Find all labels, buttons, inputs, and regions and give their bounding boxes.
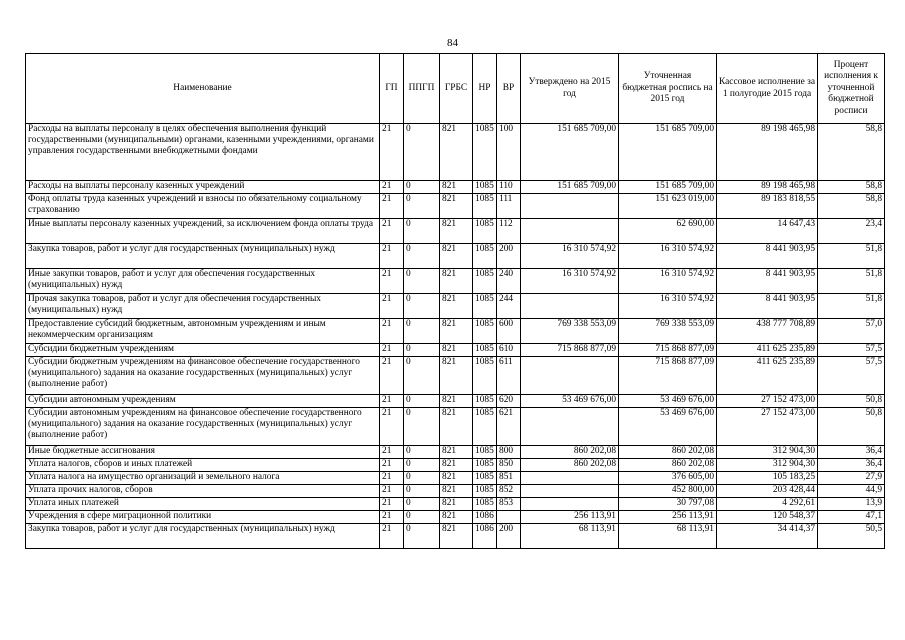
cell-grbs: 821 xyxy=(440,319,473,344)
cell-executed: 89 198 465,98 xyxy=(717,124,818,181)
cell-vr: 800 xyxy=(497,446,521,459)
cell-executed: 14 647,43 xyxy=(717,219,818,244)
cell-revised: 376 605,00 xyxy=(619,472,717,485)
cell-revised: 860 202,08 xyxy=(619,459,717,472)
cell-revised: 30 797,08 xyxy=(619,498,717,511)
cell-approved: 16 310 574,92 xyxy=(521,269,619,294)
cell-revised: 715 868 877,09 xyxy=(619,344,717,357)
cell-executed: 312 904,30 xyxy=(717,446,818,459)
cell-approved: 860 202,08 xyxy=(521,459,619,472)
cell-percent: 58,8 xyxy=(818,181,885,194)
cell-revised: 16 310 574,92 xyxy=(619,244,717,269)
cell-name: Закупка товаров, работ и услуг для государственных (муниципальных) нужд xyxy=(26,524,380,549)
table-row xyxy=(26,294,885,319)
cell-nr: 1085 xyxy=(473,446,497,459)
cell-percent: 27,9 xyxy=(818,472,885,485)
cell-approved xyxy=(521,194,619,219)
cell-revised: 68 113,91 xyxy=(619,524,717,549)
cell-nr: 1085 xyxy=(473,395,497,408)
cell-nr: 1085 xyxy=(473,485,497,498)
table-row xyxy=(26,244,885,269)
cell-executed: 8 441 903,95 xyxy=(717,244,818,269)
table-row xyxy=(26,459,885,472)
cell-nr: 1085 xyxy=(473,344,497,357)
cell-percent: 51,8 xyxy=(818,244,885,269)
cell-nr: 1085 xyxy=(473,408,497,446)
cell-approved xyxy=(521,357,619,395)
cell-gp: 21 xyxy=(380,319,404,344)
cell-name: Субсидии автономным учреждениям на финансовое обеспечение государственного (муниципального) задания на оказание государственных (муниципальных) услуг (выполнение работ) xyxy=(26,408,380,446)
cell-vr: 112 xyxy=(497,219,521,244)
cell-revised: 16 310 574,92 xyxy=(619,294,717,319)
table-row xyxy=(26,124,885,181)
cell-name: Уплата налогов, сборов и иных платежей xyxy=(26,459,380,472)
table-row xyxy=(26,524,885,549)
cell-gp: 21 xyxy=(380,446,404,459)
cell-revised: 769 338 553,09 xyxy=(619,319,717,344)
cell-grbs: 821 xyxy=(440,511,473,524)
cell-executed: 4 292,61 xyxy=(717,498,818,511)
cell-grbs: 821 xyxy=(440,269,473,294)
table-row xyxy=(26,357,885,395)
table-row xyxy=(26,485,885,498)
cell-vr: 851 xyxy=(497,472,521,485)
cell-percent: 50,8 xyxy=(818,395,885,408)
cell-ppgp: 0 xyxy=(404,485,440,498)
cell-name: Уплата иных платежей xyxy=(26,498,380,511)
cell-name: Уплата налога на имущество организаций и земельного налога xyxy=(26,472,380,485)
budget-table xyxy=(25,53,885,549)
cell-nr: 1086 xyxy=(473,511,497,524)
cell-percent: 51,8 xyxy=(818,294,885,319)
cell-grbs: 821 xyxy=(440,459,473,472)
cell-name: Учреждения в сфере миграционной политики xyxy=(26,511,380,524)
cell-ppgp: 0 xyxy=(404,319,440,344)
cell-approved: 256 113,91 xyxy=(521,511,619,524)
cell-percent: 36,4 xyxy=(818,459,885,472)
cell-name: Субсидии бюджетным учреждениям на финансовое обеспечение государственного (муниципального) задания на оказание государственных (муниципальных) услуг (выполнение работ) xyxy=(26,357,380,395)
cell-gp: 21 xyxy=(380,344,404,357)
cell-revised: 151 685 709,00 xyxy=(619,124,717,181)
cell-revised: 715 868 877,09 xyxy=(619,357,717,395)
col-header-nr: НР xyxy=(473,54,497,124)
cell-nr: 1085 xyxy=(473,219,497,244)
cell-vr: 852 xyxy=(497,485,521,498)
cell-gp: 21 xyxy=(380,395,404,408)
cell-name: Субсидии автономным учреждениям xyxy=(26,395,380,408)
cell-ppgp: 0 xyxy=(404,408,440,446)
cell-executed: 34 414,37 xyxy=(717,524,818,549)
table-row xyxy=(26,194,885,219)
cell-name: Уплата прочих налогов, сборов xyxy=(26,485,380,498)
cell-executed: 89 198 465,98 xyxy=(717,181,818,194)
cell-executed: 411 625 235,89 xyxy=(717,357,818,395)
table-row xyxy=(26,219,885,244)
cell-name: Расходы на выплаты персоналу казенных учреждений xyxy=(26,181,380,194)
cell-revised: 16 310 574,92 xyxy=(619,269,717,294)
cell-approved xyxy=(521,219,619,244)
cell-approved xyxy=(521,294,619,319)
cell-name: Фонд оплаты труда казенных учреждений и взносы по обязательному социальному страхованию xyxy=(26,194,380,219)
cell-vr: 111 xyxy=(497,194,521,219)
cell-ppgp: 0 xyxy=(404,446,440,459)
cell-executed: 203 428,44 xyxy=(717,485,818,498)
table-row xyxy=(26,269,885,294)
page-number: 84 xyxy=(447,37,458,49)
cell-vr: 853 xyxy=(497,498,521,511)
cell-ppgp: 0 xyxy=(404,357,440,395)
cell-percent: 36,4 xyxy=(818,446,885,459)
cell-revised: 62 690,00 xyxy=(619,219,717,244)
cell-approved: 68 113,91 xyxy=(521,524,619,549)
cell-percent: 23,4 xyxy=(818,219,885,244)
table-row xyxy=(26,446,885,459)
cell-name: Субсидии бюджетным учреждениям xyxy=(26,344,380,357)
cell-nr: 1086 xyxy=(473,524,497,549)
cell-revised: 256 113,91 xyxy=(619,511,717,524)
table-row xyxy=(26,498,885,511)
cell-revised: 53 469 676,00 xyxy=(619,395,717,408)
cell-vr: 850 xyxy=(497,459,521,472)
cell-percent: 50,8 xyxy=(818,408,885,446)
cell-nr: 1085 xyxy=(473,472,497,485)
cell-revised: 452 800,00 xyxy=(619,485,717,498)
cell-nr: 1085 xyxy=(473,459,497,472)
cell-percent: 50,5 xyxy=(818,524,885,549)
cell-ppgp: 0 xyxy=(404,511,440,524)
cell-percent: 57,5 xyxy=(818,357,885,395)
cell-approved: 151 685 709,00 xyxy=(521,181,619,194)
cell-gp: 21 xyxy=(380,498,404,511)
cell-executed: 8 441 903,95 xyxy=(717,294,818,319)
cell-approved xyxy=(521,472,619,485)
cell-vr: 200 xyxy=(497,524,521,549)
cell-grbs: 821 xyxy=(440,124,473,181)
cell-name: Закупка товаров, работ и услуг для государственных (муниципальных) нужд xyxy=(26,244,380,269)
cell-vr: 611 xyxy=(497,357,521,395)
cell-vr: 110 xyxy=(497,181,521,194)
cell-ppgp: 0 xyxy=(404,219,440,244)
cell-approved xyxy=(521,485,619,498)
cell-nr: 1085 xyxy=(473,294,497,319)
col-header-percent: Процент исполнения к уточненной бюджетной росписи xyxy=(818,54,885,124)
cell-gp: 21 xyxy=(380,294,404,319)
cell-ppgp: 0 xyxy=(404,524,440,549)
cell-ppgp: 0 xyxy=(404,344,440,357)
table-row xyxy=(26,181,885,194)
cell-grbs: 821 xyxy=(440,472,473,485)
col-header-approved: Утверждено на 2015 год xyxy=(521,54,619,124)
cell-grbs: 821 xyxy=(440,344,473,357)
cell-approved: 715 868 877,09 xyxy=(521,344,619,357)
cell-grbs: 821 xyxy=(440,244,473,269)
cell-approved: 16 310 574,92 xyxy=(521,244,619,269)
cell-gp: 21 xyxy=(380,194,404,219)
cell-executed: 411 625 235,89 xyxy=(717,344,818,357)
col-header-gp: ГП xyxy=(380,54,404,124)
col-header-executed: Кассовое исполнение за 1 полугодие 2015 года xyxy=(717,54,818,124)
cell-percent: 57,5 xyxy=(818,344,885,357)
cell-revised: 151 685 709,00 xyxy=(619,181,717,194)
cell-ppgp: 0 xyxy=(404,459,440,472)
cell-percent: 51,8 xyxy=(818,269,885,294)
cell-ppgp: 0 xyxy=(404,472,440,485)
cell-grbs: 821 xyxy=(440,294,473,319)
cell-gp: 21 xyxy=(380,124,404,181)
cell-approved: 769 338 553,09 xyxy=(521,319,619,344)
table-row xyxy=(26,319,885,344)
cell-gp: 21 xyxy=(380,269,404,294)
table-row xyxy=(26,344,885,357)
cell-percent: 47,1 xyxy=(818,511,885,524)
table-row xyxy=(26,408,885,446)
cell-name: Иные закупки товаров, работ и услуг для обеспечения государственных (муниципальных) нужд xyxy=(26,269,380,294)
cell-executed: 89 183 818,55 xyxy=(717,194,818,219)
cell-percent: 13,9 xyxy=(818,498,885,511)
cell-vr: 621 xyxy=(497,408,521,446)
cell-name: Расходы на выплаты персоналу в целях обеспечения выполнения функций государственными (муниципальными) органами, казенными учреждениями, органами управления государственными внебюджетными фондами xyxy=(26,124,380,181)
cell-name: Прочая закупка товаров, работ и услуг для обеспечения государственных (муниципальных) нужд xyxy=(26,294,380,319)
col-header-name: Наименование xyxy=(26,54,380,124)
cell-gp: 21 xyxy=(380,357,404,395)
cell-percent: 58,8 xyxy=(818,124,885,181)
cell-approved xyxy=(521,498,619,511)
cell-gp: 21 xyxy=(380,459,404,472)
cell-nr: 1085 xyxy=(473,498,497,511)
cell-percent: 57,0 xyxy=(818,319,885,344)
cell-approved: 151 685 709,00 xyxy=(521,124,619,181)
table-row xyxy=(26,472,885,485)
cell-ppgp: 0 xyxy=(404,194,440,219)
cell-nr: 1085 xyxy=(473,269,497,294)
cell-vr xyxy=(497,511,521,524)
cell-nr: 1085 xyxy=(473,319,497,344)
cell-percent: 44,9 xyxy=(818,485,885,498)
cell-name: Иные выплаты персоналу казенных учреждений, за исключением фонда оплаты труда xyxy=(26,219,380,244)
cell-vr: 100 xyxy=(497,124,521,181)
cell-revised: 151 623 019,00 xyxy=(619,194,717,219)
cell-gp: 21 xyxy=(380,524,404,549)
cell-executed: 105 183,25 xyxy=(717,472,818,485)
cell-grbs: 821 xyxy=(440,219,473,244)
cell-nr: 1085 xyxy=(473,124,497,181)
cell-gp: 21 xyxy=(380,511,404,524)
cell-grbs: 821 xyxy=(440,498,473,511)
header-row xyxy=(26,54,885,124)
cell-executed: 8 441 903,95 xyxy=(717,269,818,294)
cell-ppgp: 0 xyxy=(404,395,440,408)
cell-gp: 21 xyxy=(380,244,404,269)
col-header-ppgp: ППГП xyxy=(404,54,440,124)
cell-vr: 620 xyxy=(497,395,521,408)
cell-name: Иные бюджетные ассигнования xyxy=(26,446,380,459)
col-header-revised: Уточненная бюджетная роспись на 2015 год xyxy=(619,54,717,124)
cell-ppgp: 0 xyxy=(404,244,440,269)
cell-vr: 600 xyxy=(497,319,521,344)
cell-gp: 21 xyxy=(380,485,404,498)
cell-percent: 58,8 xyxy=(818,194,885,219)
cell-vr: 240 xyxy=(497,269,521,294)
cell-nr: 1085 xyxy=(473,244,497,269)
table-row xyxy=(26,511,885,524)
cell-grbs: 821 xyxy=(440,446,473,459)
cell-nr: 1085 xyxy=(473,357,497,395)
cell-name: Предоставление субсидий бюджетным, автономным учреждениям и иным некоммерческим организациям xyxy=(26,319,380,344)
cell-grbs: 821 xyxy=(440,524,473,549)
cell-grbs: 821 xyxy=(440,408,473,446)
cell-executed: 438 777 708,89 xyxy=(717,319,818,344)
cell-grbs: 821 xyxy=(440,194,473,219)
cell-grbs: 821 xyxy=(440,181,473,194)
cell-executed: 27 152 473,00 xyxy=(717,395,818,408)
cell-gp: 21 xyxy=(380,219,404,244)
cell-nr: 1085 xyxy=(473,181,497,194)
col-header-vr: ВР xyxy=(497,54,521,124)
cell-ppgp: 0 xyxy=(404,498,440,511)
cell-vr: 610 xyxy=(497,344,521,357)
cell-gp: 21 xyxy=(380,472,404,485)
cell-grbs: 821 xyxy=(440,357,473,395)
table-row xyxy=(26,395,885,408)
cell-gp: 21 xyxy=(380,408,404,446)
cell-ppgp: 0 xyxy=(404,294,440,319)
cell-grbs: 821 xyxy=(440,395,473,408)
cell-executed: 312 904,30 xyxy=(717,459,818,472)
cell-ppgp: 0 xyxy=(404,181,440,194)
col-header-grbs: ГРБС xyxy=(440,54,473,124)
cell-revised: 860 202,08 xyxy=(619,446,717,459)
cell-approved: 53 469 676,00 xyxy=(521,395,619,408)
cell-gp: 21 xyxy=(380,181,404,194)
cell-ppgp: 0 xyxy=(404,124,440,181)
cell-revised: 53 469 676,00 xyxy=(619,408,717,446)
cell-executed: 27 152 473,00 xyxy=(717,408,818,446)
cell-nr: 1085 xyxy=(473,194,497,219)
cell-approved: 860 202,08 xyxy=(521,446,619,459)
cell-vr: 244 xyxy=(497,294,521,319)
cell-vr: 200 xyxy=(497,244,521,269)
cell-grbs: 821 xyxy=(440,485,473,498)
cell-executed: 120 548,37 xyxy=(717,511,818,524)
cell-ppgp: 0 xyxy=(404,269,440,294)
cell-approved xyxy=(521,408,619,446)
